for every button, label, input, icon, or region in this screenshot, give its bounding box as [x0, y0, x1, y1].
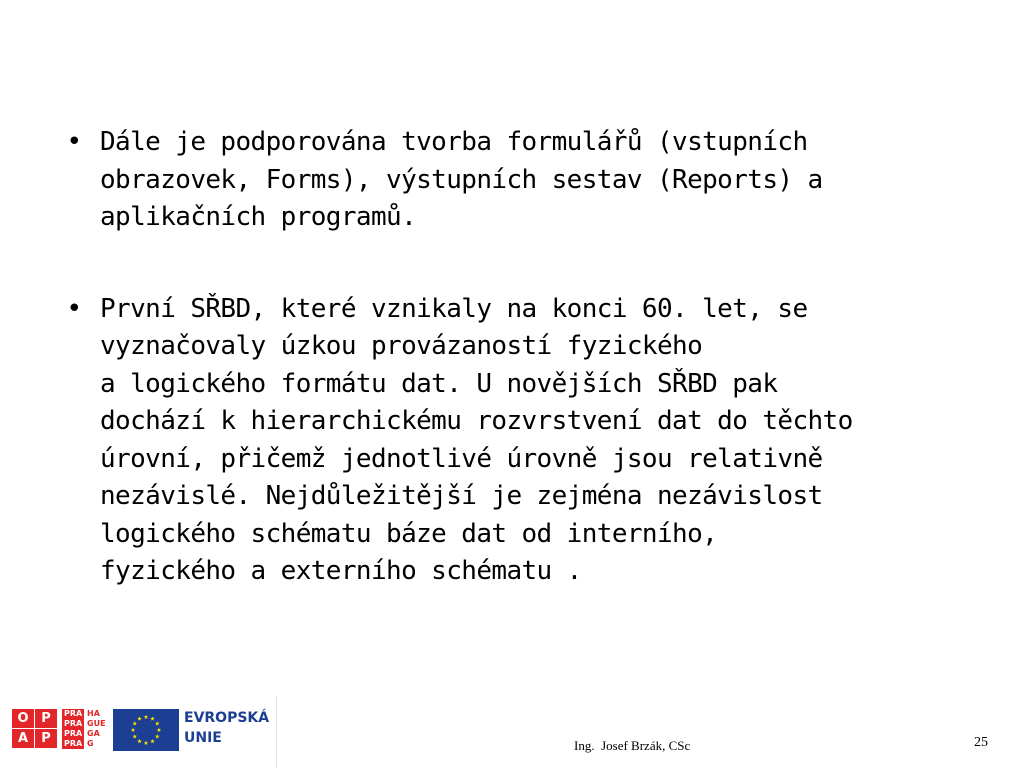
eu-star-icon [131, 728, 136, 732]
eu-logo-line1: EVROPSKÁ [184, 710, 270, 726]
bullet-item-2 [64, 291, 984, 591]
praha-row [62, 739, 108, 749]
footer-author: Ing. Josef Brzák, CSc [574, 738, 691, 753]
logo-strip [0, 696, 277, 768]
eu-logo-line2: UNIE [184, 730, 222, 746]
praha-row [62, 719, 108, 729]
bullet-text-line: obrazovek, Forms), výstupních sestav (Reports) a [100, 164, 823, 195]
bullet-text-line: a logického formátu dat. U novějších SŘBD pak [100, 368, 778, 399]
slide-content [64, 124, 984, 645]
eu-flag-icon [113, 709, 179, 751]
praha-row [62, 729, 108, 739]
bullet-text-line: logického schématu báze dat od interního, [100, 518, 718, 549]
eu-star-icon [137, 739, 142, 743]
praha-row-right: GUE [87, 719, 106, 728]
eu-star-icon [150, 716, 155, 720]
bullet-text-line: fyzického a externího schématu . [100, 556, 582, 586]
eu-star-icon [155, 734, 160, 738]
bullet-text-line: První SŘBD, které vznikaly na konci 60. let, se [100, 293, 808, 324]
oppa-logo [12, 709, 58, 749]
praha-row-right: G [87, 739, 94, 748]
oppa-letter: P [35, 709, 57, 728]
eu-star-icon [144, 741, 149, 745]
bullet-item-1 [64, 124, 984, 237]
bullet-text-line: dochází k hierarchickému rozvrstvení dat do těchto [100, 406, 853, 436]
bullet-dot: • [66, 293, 82, 324]
praha-row-left: PRA [64, 709, 83, 718]
eu-star-icon [150, 739, 155, 743]
eu-star-icon [137, 716, 142, 720]
eu-star-icon [132, 734, 137, 738]
praha-row-left: PRA [64, 739, 83, 748]
oppa-letter: P [35, 729, 57, 748]
oppa-letter: A [12, 729, 34, 748]
bullet-dot: • [66, 127, 82, 157]
bullet-text-line: Dále je podporována tvorba formulářů (vstupních [100, 127, 808, 157]
oppa-letter: O [12, 709, 34, 728]
eu-logo-text [184, 708, 269, 748]
bullet-text-line: aplikačních programů. [100, 202, 417, 232]
page-number: 25 [974, 735, 988, 750]
praha-logo [62, 709, 108, 749]
bullet-text-line: úrovní, přičemž jednotlivé úrovně jsou relativně [100, 443, 823, 474]
eu-stars-icon [113, 709, 179, 751]
eu-star-icon [132, 721, 137, 725]
praha-row-right: GA [87, 729, 100, 738]
bullet-text-line: vyznačovaly úzkou provázaností fyzického [100, 331, 703, 361]
praha-row-left: PRA [64, 729, 83, 738]
praha-row-right: HA [87, 709, 100, 718]
eu-star-icon [157, 728, 162, 732]
praha-row [62, 709, 108, 719]
eu-star-icon [155, 721, 160, 725]
eu-star-icon [144, 715, 149, 719]
praha-row-left: PRA [64, 719, 83, 728]
bullet-text-line: nezávislé. Nejdůležitější je zejména nezávislost [100, 481, 823, 511]
